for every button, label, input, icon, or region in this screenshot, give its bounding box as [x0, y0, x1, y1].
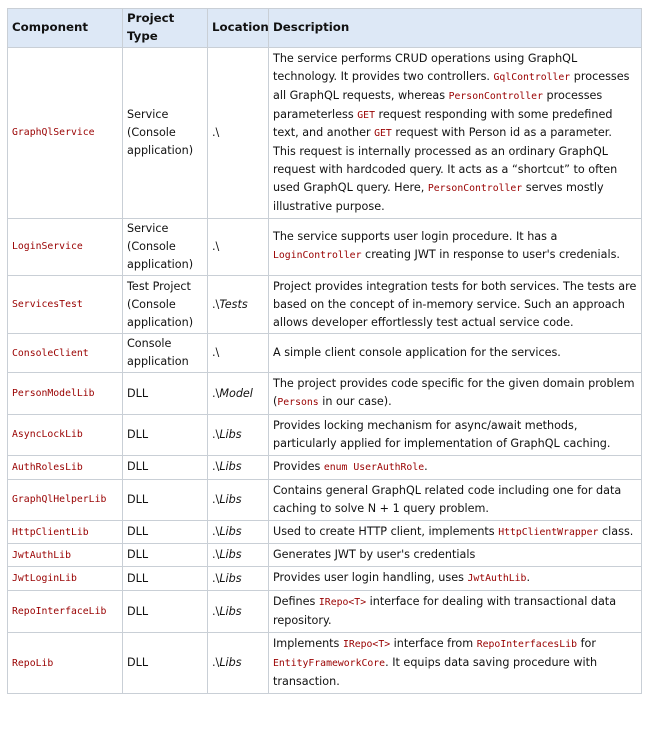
component-cell — [8, 633, 123, 694]
location-cell — [208, 275, 269, 334]
location-prefix: .\ — [212, 427, 220, 441]
component-name: GraphQlService — [12, 127, 95, 139]
description-text: The project provides code specific for the given domain problem ( — [273, 377, 635, 409]
description-text: Generates JWT by user's credentials — [273, 548, 476, 562]
component-name: AuthRolesLib — [12, 461, 83, 473]
table-row — [8, 479, 642, 520]
table-row — [8, 373, 642, 415]
project-type-cell: DLL — [123, 591, 208, 633]
table-row — [8, 591, 642, 633]
location-cell — [208, 218, 269, 275]
description-text: processes all GraphQL requests, whereas — [273, 69, 630, 102]
location-folder: Libs — [219, 548, 242, 562]
location-prefix: .\ — [212, 239, 220, 253]
description-text: . It equips data saving procedure with transaction. — [273, 656, 598, 688]
project-type-cell: Test Project (Console application) — [123, 275, 208, 334]
description-cell — [269, 334, 642, 373]
location-prefix: .\ — [212, 604, 220, 618]
project-type-cell: DLL — [123, 567, 208, 591]
description-text: The service supports user login procedure. It has a — [273, 230, 558, 244]
project-type-cell: Service (Console application) — [123, 218, 208, 275]
location-cell — [208, 544, 269, 567]
code-reference: EntityFrameworkCore — [273, 658, 386, 669]
header-project-type: Project Type — [123, 9, 208, 48]
component-name: RepoLib — [12, 657, 54, 669]
component-name: HttpClientLib — [12, 526, 89, 538]
component-name: JwtLoginLib — [12, 573, 77, 585]
description-text: A simple client console application for the services. — [273, 346, 561, 360]
header-row — [8, 9, 642, 48]
code-reference: PersonController — [448, 90, 543, 102]
component-cell — [8, 567, 123, 591]
location-prefix: .\ — [212, 386, 220, 400]
location-folder: Libs — [219, 460, 242, 474]
description-text: serves mostly illustrative purpose. — [273, 181, 604, 214]
location-folder: Tests — [219, 297, 248, 311]
project-type-cell: DLL — [123, 633, 208, 694]
component-cell — [8, 591, 123, 633]
component-name: LoginService — [12, 241, 83, 253]
project-type-cell: DLL — [123, 520, 208, 544]
location-prefix: .\ — [212, 297, 220, 311]
code-reference: HttpClientWrapper — [498, 526, 599, 538]
location-cell — [208, 334, 269, 373]
location-prefix: .\ — [212, 656, 220, 669]
description-text: request with Person id as a parameter. This request is internally processed as an ordinary GraphQL request with hardcoded query. It acts as a “shortcut” to often used GraphQL query. Here, — [273, 126, 618, 195]
location-cell — [208, 567, 269, 591]
header-description: Description — [269, 9, 642, 48]
location-folder: Libs — [219, 427, 242, 441]
component-name: PersonModelLib — [12, 388, 95, 400]
code-reference: Persons — [277, 397, 319, 409]
component-name: RepoInterfaceLib — [12, 606, 107, 618]
code-reference: JwtAuthLib — [467, 573, 527, 585]
description-text: Used to create HTTP client, implements — [273, 524, 499, 538]
header-component: Component — [8, 9, 123, 48]
location-prefix: .\ — [212, 125, 220, 139]
component-cell — [8, 373, 123, 415]
location-prefix: .\ — [212, 460, 220, 474]
description-cell — [269, 633, 642, 694]
components-table — [7, 8, 642, 694]
code-reference: IRepo<T> — [342, 639, 391, 651]
code-reference: GET — [374, 128, 392, 140]
description-text: interface from — [390, 637, 477, 651]
table-row — [8, 275, 642, 334]
description-cell — [269, 455, 642, 479]
component-cell — [8, 455, 123, 479]
code-reference: LoginController — [273, 250, 362, 262]
description-cell — [269, 47, 642, 218]
project-type-cell: Console application — [123, 334, 208, 373]
component-cell — [8, 218, 123, 275]
description-text: Defines — [273, 595, 319, 609]
table-body — [8, 47, 642, 693]
description-cell — [269, 218, 642, 275]
project-type-cell: Service (Console application) — [123, 47, 208, 218]
description-text: The service performs CRUD operations using GraphQL technology. It provides two controllers. — [273, 51, 578, 83]
table-row — [8, 455, 642, 479]
description-text: Contains general GraphQL related code including one for data caching to solve N + 1 query problem. — [273, 483, 622, 515]
project-type-cell: DLL — [123, 544, 208, 567]
header-location: Location — [208, 9, 269, 48]
project-type-cell: DLL — [123, 415, 208, 456]
table-row — [8, 47, 642, 218]
description-text: for — [577, 637, 596, 651]
location-folder: Libs — [219, 492, 242, 506]
description-cell — [269, 567, 642, 591]
location-prefix: .\ — [212, 548, 220, 562]
location-cell — [208, 373, 269, 415]
location-cell — [208, 47, 269, 218]
project-type-cell: DLL — [123, 455, 208, 479]
description-text: . — [424, 459, 428, 473]
description-text: in our case). — [318, 395, 392, 409]
component-cell — [8, 334, 123, 373]
component-name: AsyncLockLib — [12, 429, 83, 441]
code-reference: GET — [357, 109, 375, 121]
description-text: class. — [598, 524, 634, 538]
description-cell — [269, 520, 642, 544]
table-row — [8, 218, 642, 275]
code-reference: GqlController — [493, 71, 571, 83]
location-folder: Libs — [219, 571, 242, 585]
location-folder: Model — [219, 386, 253, 400]
location-prefix: .\ — [212, 571, 220, 585]
table-row — [8, 544, 642, 567]
table-row — [8, 334, 642, 373]
table-row — [8, 520, 642, 544]
location-cell — [208, 479, 269, 520]
code-reference: PersonController — [427, 183, 523, 195]
description-cell — [269, 415, 642, 456]
code-reference: IRepo<T> — [318, 597, 367, 609]
component-name: ServicesTest — [12, 299, 83, 311]
table-row — [8, 415, 642, 456]
location-cell — [208, 415, 269, 456]
component-name: ConsoleClient — [12, 347, 89, 359]
location-cell — [208, 633, 269, 694]
description-text: creating JWT in response to user's credenials. — [361, 248, 620, 262]
project-type-cell: DLL — [123, 479, 208, 520]
description-text: request responding with some predefined text, and another — [273, 107, 613, 140]
location-prefix: .\ — [212, 346, 220, 360]
description-text: Provides user login handling, uses — [273, 571, 468, 585]
table-row — [8, 567, 642, 591]
table-header — [8, 9, 642, 48]
description-cell — [269, 373, 642, 415]
table-row — [8, 633, 642, 694]
location-folder: Libs — [219, 525, 242, 539]
description-cell — [269, 275, 642, 334]
component-cell — [8, 544, 123, 567]
component-name: JwtAuthLib — [12, 549, 71, 561]
component-cell — [8, 47, 123, 218]
component-cell — [8, 520, 123, 544]
component-cell — [8, 415, 123, 456]
component-name: GraphQlHelperLib — [12, 494, 107, 506]
code-reference: enum UserAuthRole — [323, 461, 425, 473]
location-cell — [208, 520, 269, 544]
component-cell — [8, 479, 123, 520]
location-prefix: .\ — [212, 492, 220, 506]
component-cell — [8, 275, 123, 334]
location-folder: Libs — [219, 656, 242, 669]
location-prefix: .\ — [212, 525, 220, 539]
description-text: interface for dealing with transactional data repository. — [273, 595, 617, 628]
description-cell — [269, 591, 642, 633]
description-cell — [269, 479, 642, 520]
description-text: . — [526, 571, 531, 585]
description-cell — [269, 544, 642, 567]
location-cell — [208, 455, 269, 479]
description-text: Provides — [273, 459, 324, 473]
code-reference: RepoInterfacesLib — [476, 639, 578, 651]
location-folder: Libs — [219, 604, 242, 618]
description-text: Provides locking mechanism for async/await methods, particularly applied for implementation of GraphQL caching. — [273, 419, 611, 450]
description-text: Implements — [273, 637, 343, 651]
location-cell — [208, 591, 269, 633]
description-text: processes parameterless — [273, 88, 603, 121]
project-type-cell: DLL — [123, 373, 208, 415]
description-text: Project provides integration tests for both services. The tests are based on the concept of in-memory service. Such an approach allows developer effortlessly test actual service code. — [273, 279, 637, 329]
